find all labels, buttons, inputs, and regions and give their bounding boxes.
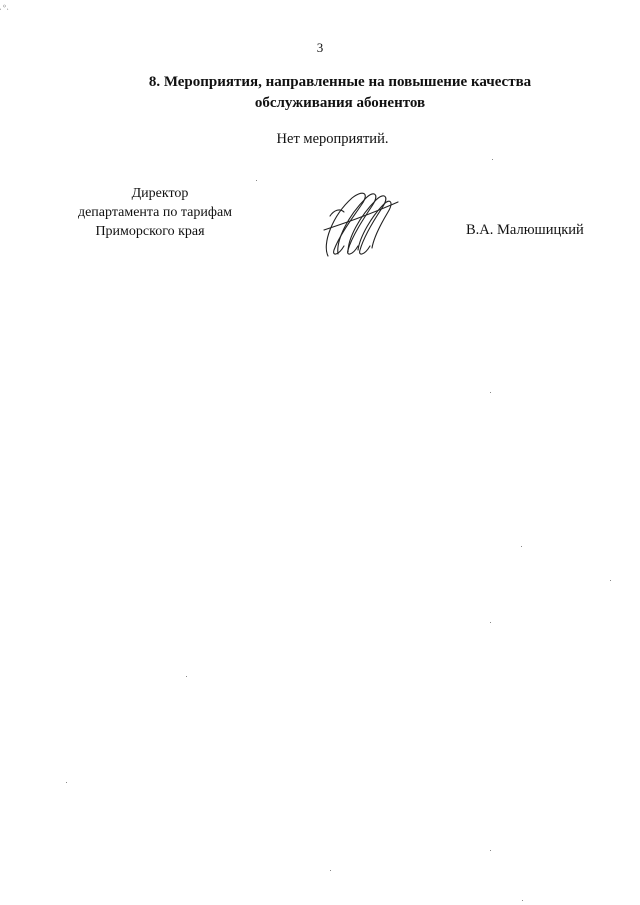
position-line-3: Приморского края xyxy=(95,224,205,239)
scan-speck xyxy=(490,622,491,623)
signatory-name: В.А. Малюшицкий xyxy=(466,222,584,238)
section-body-text: Нет мероприятий. xyxy=(276,131,389,147)
scan-corner-mark: ͅͅ৹ ͅ xyxy=(2,1,11,10)
position-line-2: департамента по тарифам xyxy=(77,205,233,220)
section-title-line-2: обслуживания абонентов xyxy=(254,95,426,111)
scan-speck xyxy=(521,546,522,547)
page-number: 3 xyxy=(316,40,324,55)
scan-speck xyxy=(610,580,611,581)
scan-speck xyxy=(492,159,493,160)
scan-speck xyxy=(330,870,331,871)
scan-speck xyxy=(186,676,187,677)
position-line-1: Директор xyxy=(131,186,189,201)
signatory-position xyxy=(60,184,260,241)
scan-speck xyxy=(256,180,257,181)
scan-speck xyxy=(522,900,523,901)
handwritten-signature-icon xyxy=(318,186,400,260)
section-title xyxy=(60,72,620,114)
scan-speck xyxy=(66,782,67,783)
section-title-line-1: 8. Мероприятия, направленные на повышение качества xyxy=(148,74,532,90)
scan-speck xyxy=(490,850,491,851)
scan-speck xyxy=(490,392,491,393)
